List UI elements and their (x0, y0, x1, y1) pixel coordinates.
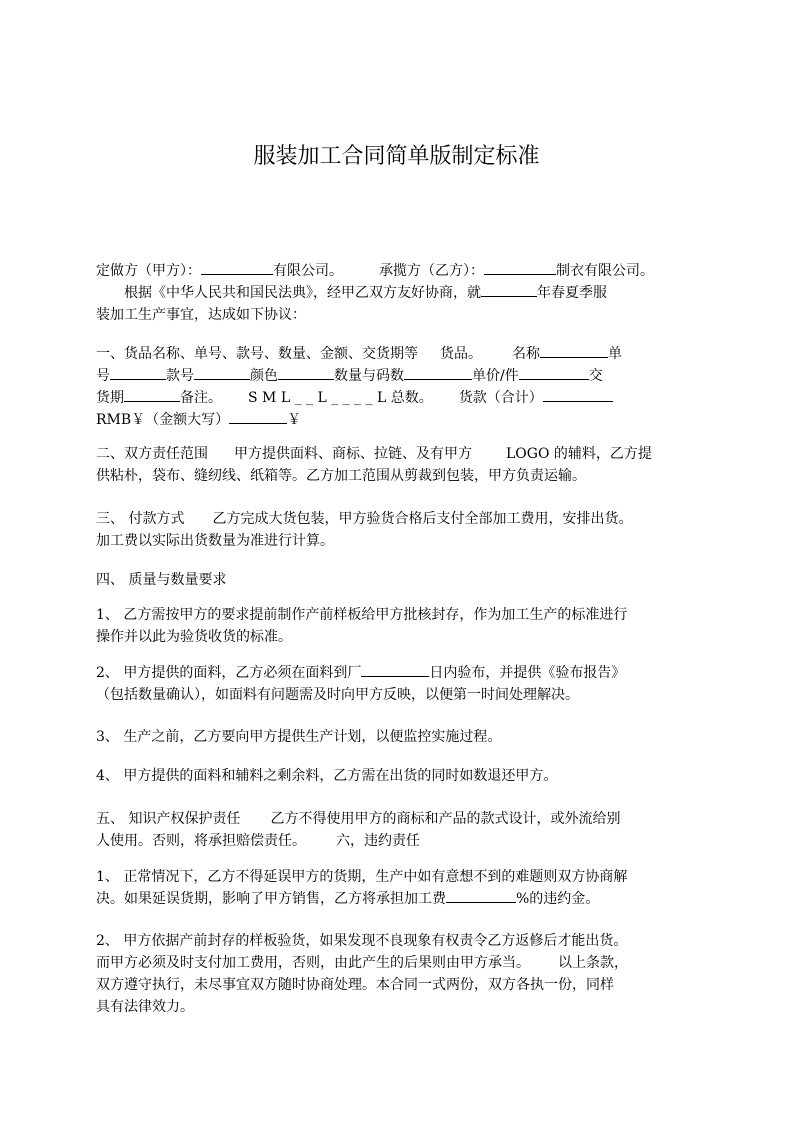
penalty-percent-blank[interactable] (446, 889, 516, 903)
delivery-blank[interactable] (124, 388, 180, 402)
name-label: 名称 (512, 346, 540, 362)
section-4-heading: 四、 质量与数量要求 (96, 572, 227, 588)
party-b-label: 承揽方（乙方）： (379, 263, 484, 279)
qty-size-blank[interactable] (404, 366, 472, 380)
item-1-line-1: 1、 乙方需按甲方的要求提前制作产前样板给甲方批核封存，作为加工生产的标准进行 (96, 607, 628, 623)
parties-paragraph (96, 260, 706, 326)
year-blank[interactable] (481, 283, 537, 297)
order-label-part-2: 号 (96, 368, 110, 384)
remarks-label: 备注。 (180, 390, 222, 406)
section-3 (96, 508, 706, 552)
section-4-item-2 (96, 662, 706, 706)
item-6-2-line-3: 双方遵守执行，未尽事宜双方随时协商处理。本合同一式两份，双方各执一份，同样 (96, 977, 614, 993)
section-5-text: 乙方不得使用甲方的商标和产品的款式设计，或外流给别 (270, 811, 621, 827)
amount-words-blank[interactable] (229, 410, 287, 424)
item-2-text-2: 日内验布，并提供《验布报告》 (429, 665, 626, 681)
item-6-2-text-2: 以上条款， (558, 955, 628, 971)
unit-price-label: 单价/件 (472, 368, 519, 384)
item-2-text: 2、 甲方提供的面料，乙方必须在面料到厂 (96, 665, 362, 681)
item-6-1-text-2: %的违约金。 (516, 891, 600, 907)
color-label: 颜色 (250, 368, 278, 384)
days-blank[interactable] (361, 663, 429, 677)
section-2 (96, 443, 706, 487)
section-2-text: 甲方提供面料、商标、拉链、及有甲方 (234, 446, 472, 462)
intro-text-3: 装加工生产事宜，达成如下协议： (96, 307, 306, 323)
section-2-text-2: LOGO 的辅料，乙方提 (506, 446, 652, 462)
section-4-item-3: 3、 生产之前，乙方要向甲方提供生产计划，以便监控实施过程。 (96, 729, 502, 745)
section-4-item-1 (96, 604, 706, 648)
section-5 (96, 808, 706, 852)
section-5-text-2: 人使用。否则，将承担赔偿责任。 (96, 833, 306, 849)
goods-label: 货品。 (440, 346, 482, 362)
style-blank[interactable] (194, 366, 250, 380)
section-6-item-2 (96, 930, 706, 1018)
section-3-heading: 三、 付款方式 (96, 511, 185, 527)
party-a-label: 定做方（甲方）： (96, 263, 201, 279)
section-1-heading: 一、货品名称、单号、款号、数量、金额、交货期等 (96, 346, 418, 362)
item-6-2-line-4: 具有法律效力。 (96, 999, 194, 1015)
section-2-text-3: 供粘朴，袋布、缝纫线、纸箱等。乙方加工范围从剪裁到包装，甲方负责运输。 (96, 468, 586, 484)
delivery-label-part: 交 (588, 368, 603, 384)
item-6-2-text: 而甲方必须及时支付加工费用，否则，由此产生的后果则由甲方承当。 (96, 955, 530, 971)
name-blank[interactable] (540, 344, 608, 358)
section-4-item-4: 4、 甲方提供的面料和辅料之剩余料，乙方需在出货的同时如数退还甲方。 (96, 768, 558, 784)
item-6-2-line-1: 2、 甲方依据产前封存的样板验货，如果发现不良现象有权责令乙方返修后才能出货。 (96, 933, 628, 949)
delivery-label-part-2: 货期 (96, 390, 124, 406)
order-blank[interactable] (110, 366, 166, 380)
party-b-suffix: 制衣有限公司。 (556, 263, 654, 279)
section-3-text: 乙方完成大货包装，甲方验货合格后支付全部加工费用，安排出货。 (212, 511, 633, 527)
item-6-1-line-1: 1、 正常情况下，乙方不得延误甲方的货期，生产中如有意想不到的难题则双方协商解 (96, 869, 628, 885)
item-6-1-text: 决。如果延误货期，影响了甲方销售，乙方将承担加工费 (96, 891, 446, 907)
sizes-text: S M L _ _ L _ _ _ _ L 总数。 (248, 390, 433, 406)
amount-words-label: RMB￥（金额大写） (96, 412, 230, 428)
intro-text: 根据《中华人民共和国民法典》，经甲乙双方友好协商，就 (124, 285, 481, 301)
section-5-heading: 五、 知识产权保护责任 (96, 811, 241, 827)
party-a-suffix: 有限公司。 (273, 263, 343, 279)
section-3-text-2: 加工费以实际出货数量为准进行计算。 (96, 533, 334, 549)
section-2-heading: 二、双方责任范围 (96, 446, 208, 462)
section-1 (96, 343, 706, 431)
payment-total-label: 货款（合计） (458, 390, 543, 406)
party-a-blank[interactable] (201, 261, 273, 275)
item-2-line-2: （包括数量确认），如面料有问题需及时向甲方反映，以便第一时间处理解决。 (96, 687, 579, 703)
qty-size-label: 数量与码数 (334, 368, 404, 384)
color-blank[interactable] (278, 366, 334, 380)
order-label-part: 单 (608, 346, 622, 362)
section-6-item-1 (96, 866, 706, 910)
item-1-line-2: 操作并以此为验货收货的标准。 (96, 629, 292, 645)
unit-price-blank[interactable] (519, 366, 589, 380)
section-6-heading: 六，违约责任 (336, 833, 420, 849)
payment-total-blank[interactable] (543, 388, 613, 402)
intro-text-2: 年春夏季服 (537, 285, 607, 301)
style-label: 款号 (166, 368, 194, 384)
yuan-sign: ￥ (287, 412, 302, 428)
document-title: 服装加工合同简单版制定标准 (253, 144, 540, 169)
party-b-blank[interactable] (484, 261, 556, 275)
